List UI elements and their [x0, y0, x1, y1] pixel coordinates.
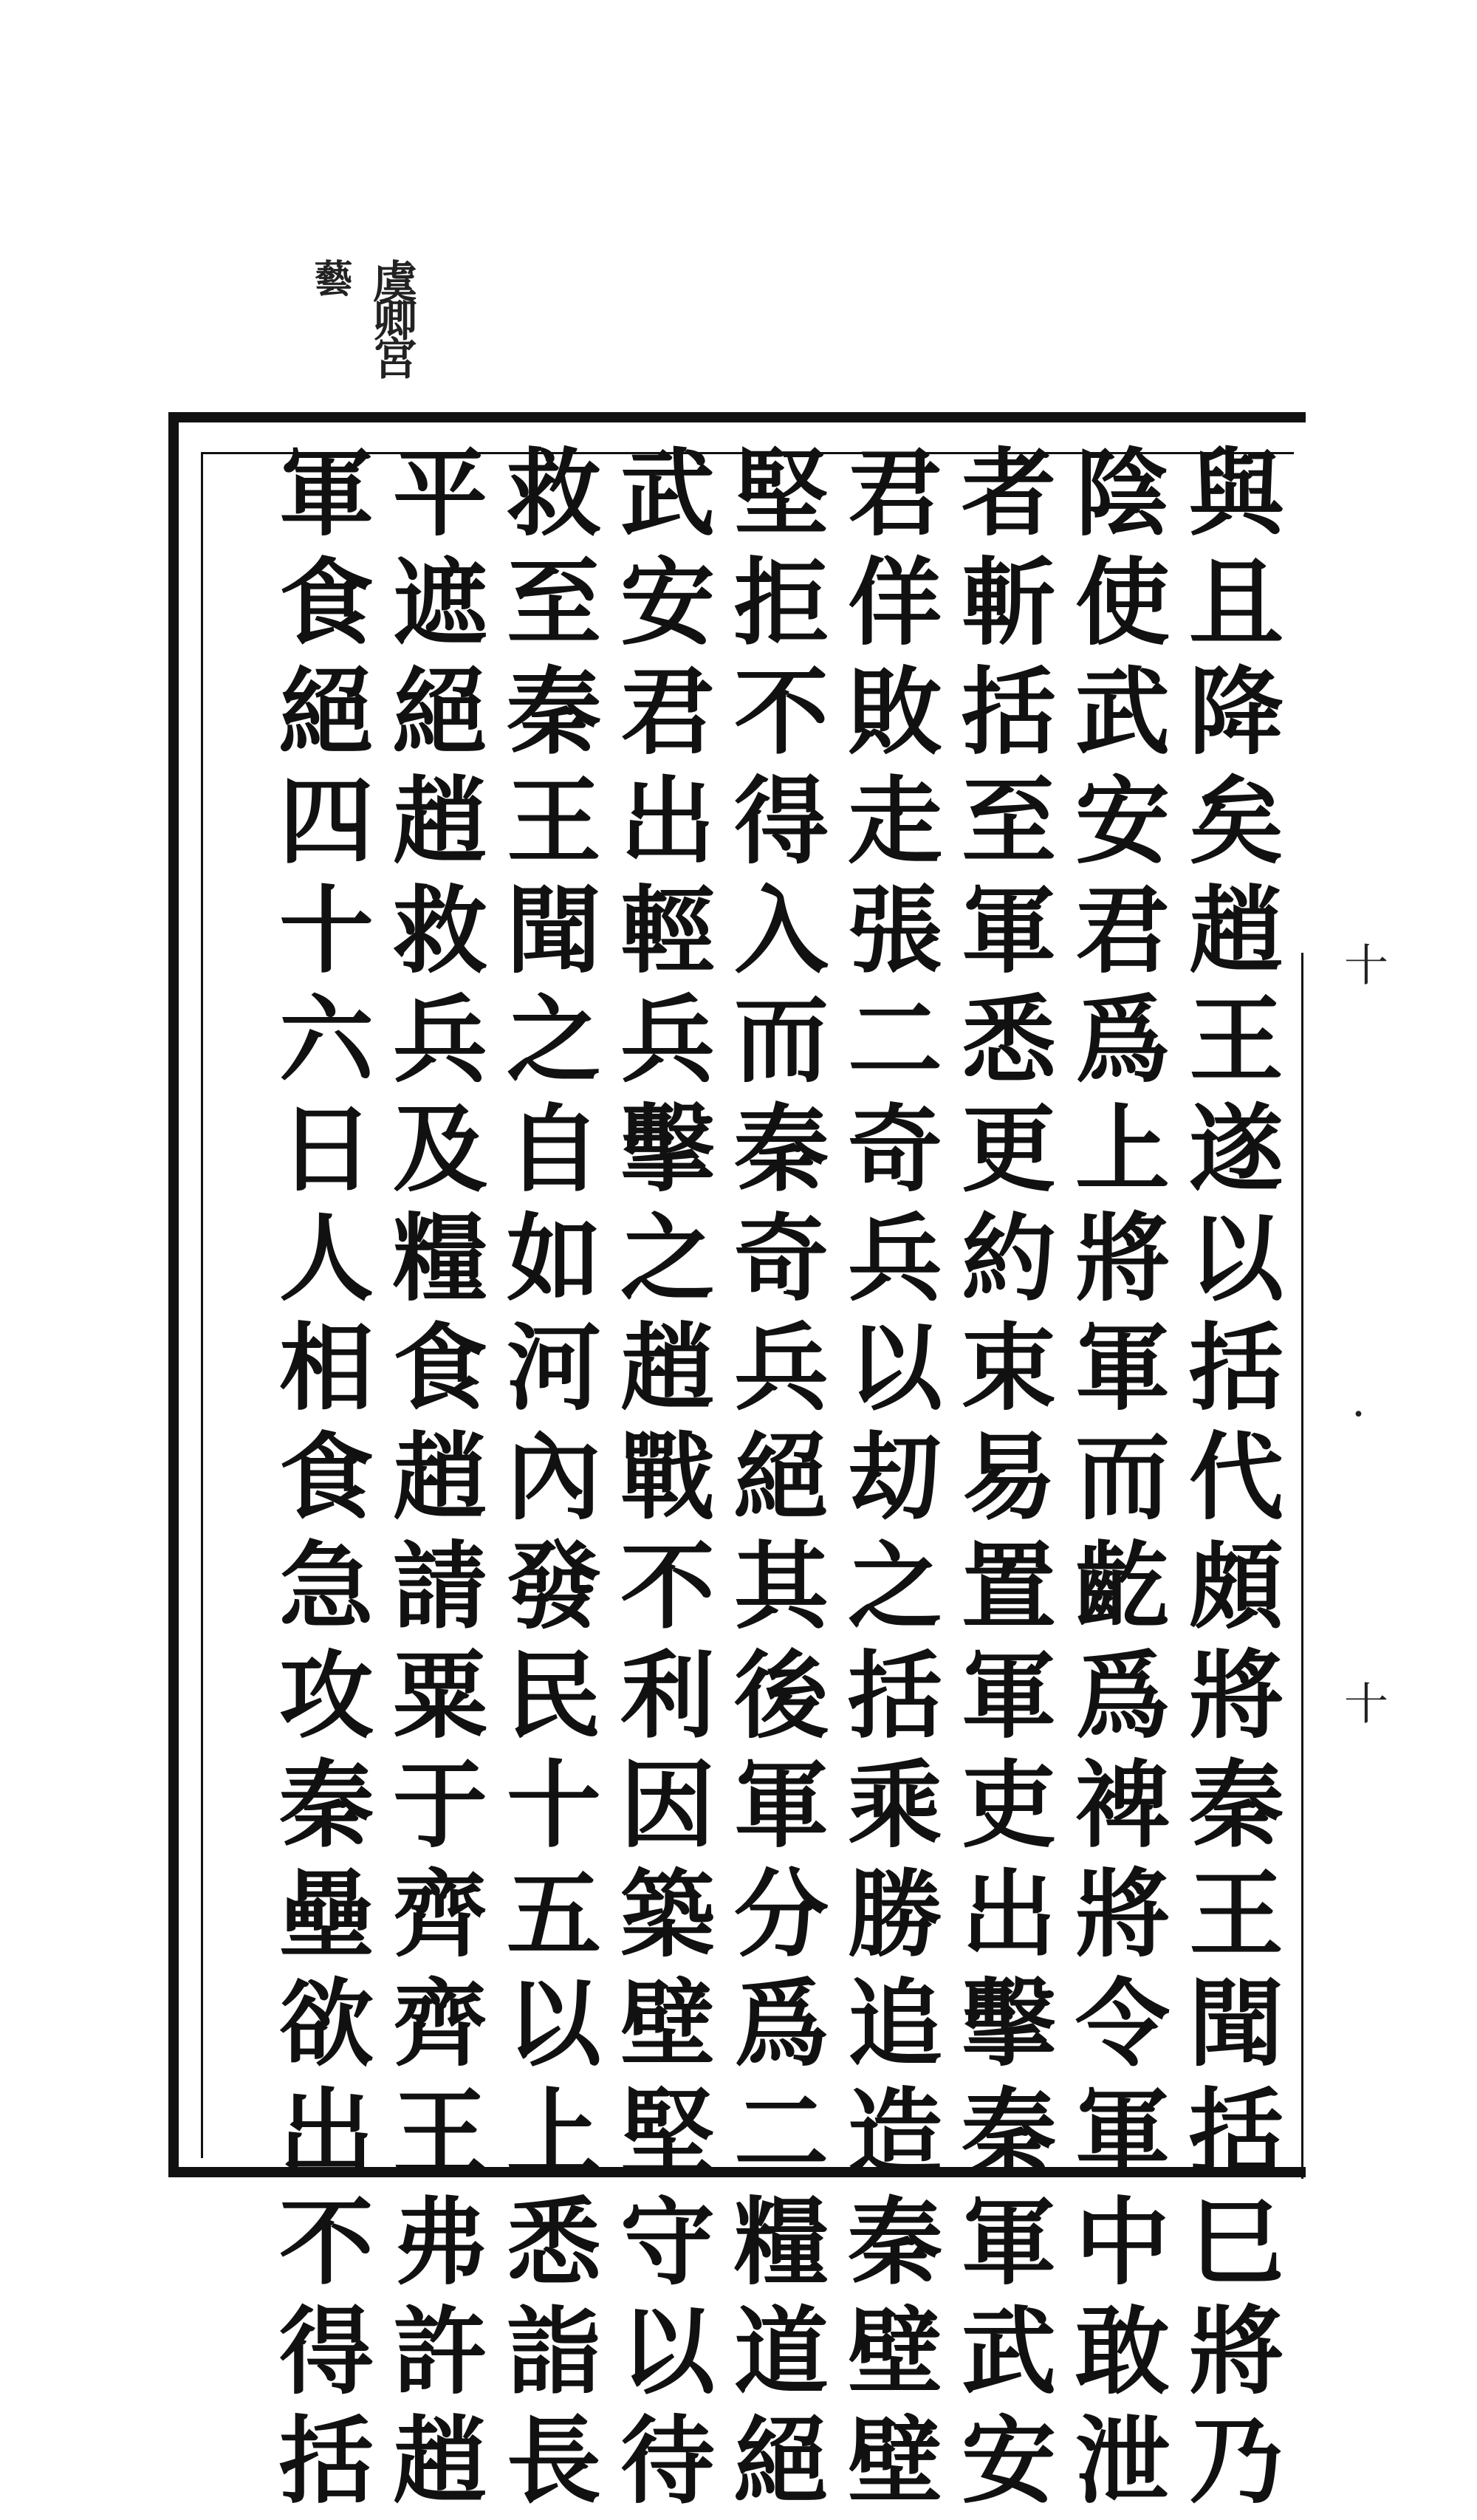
seal-left-column: 藝	[307, 258, 352, 291]
text-column-2: 陰使武安君爲上將軍而齕爲裨將令軍中敢泄	[1059, 443, 1170, 2520]
text-column-4: 君佯敗走張二奇兵以刧之括乘勝追造秦壁壁	[832, 443, 942, 2520]
text-column-7: 救至秦王聞之自如河內發民十五以上悉詣長	[490, 443, 601, 2520]
text-column-8: 平遮絕趙救兵及糧食趙請粟于齊齊王弗許趙	[377, 443, 487, 2520]
margin-mark-top: 十	[1344, 940, 1388, 992]
text-columns	[199, 443, 1285, 2520]
text-column-9: 軍食絕四十六日人相食急攻秦壘欲出不得括	[263, 443, 374, 2520]
collector-seal	[307, 258, 421, 428]
margin-mark-bottom: 十	[1344, 1679, 1388, 1730]
margin-dot: ·	[1351, 1389, 1366, 1440]
right-column-rule	[1301, 953, 1303, 2179]
seal-right-column: 虞卿宮	[366, 258, 417, 374]
text-column-5: 堅拒不得入而秦奇兵絕其後軍分爲二糧道絕	[718, 443, 829, 2520]
text-column-6: 武安君出輕兵擊之趙戰不利因築壁堅守以待	[604, 443, 715, 2520]
text-column-1: 與且降矣趙王遂以括代頗將秦王聞括巳將乃	[1173, 443, 1284, 2520]
text-column-3: 者斬括至軍悉更約束易置軍吏出擊秦軍武安	[945, 443, 1056, 2520]
